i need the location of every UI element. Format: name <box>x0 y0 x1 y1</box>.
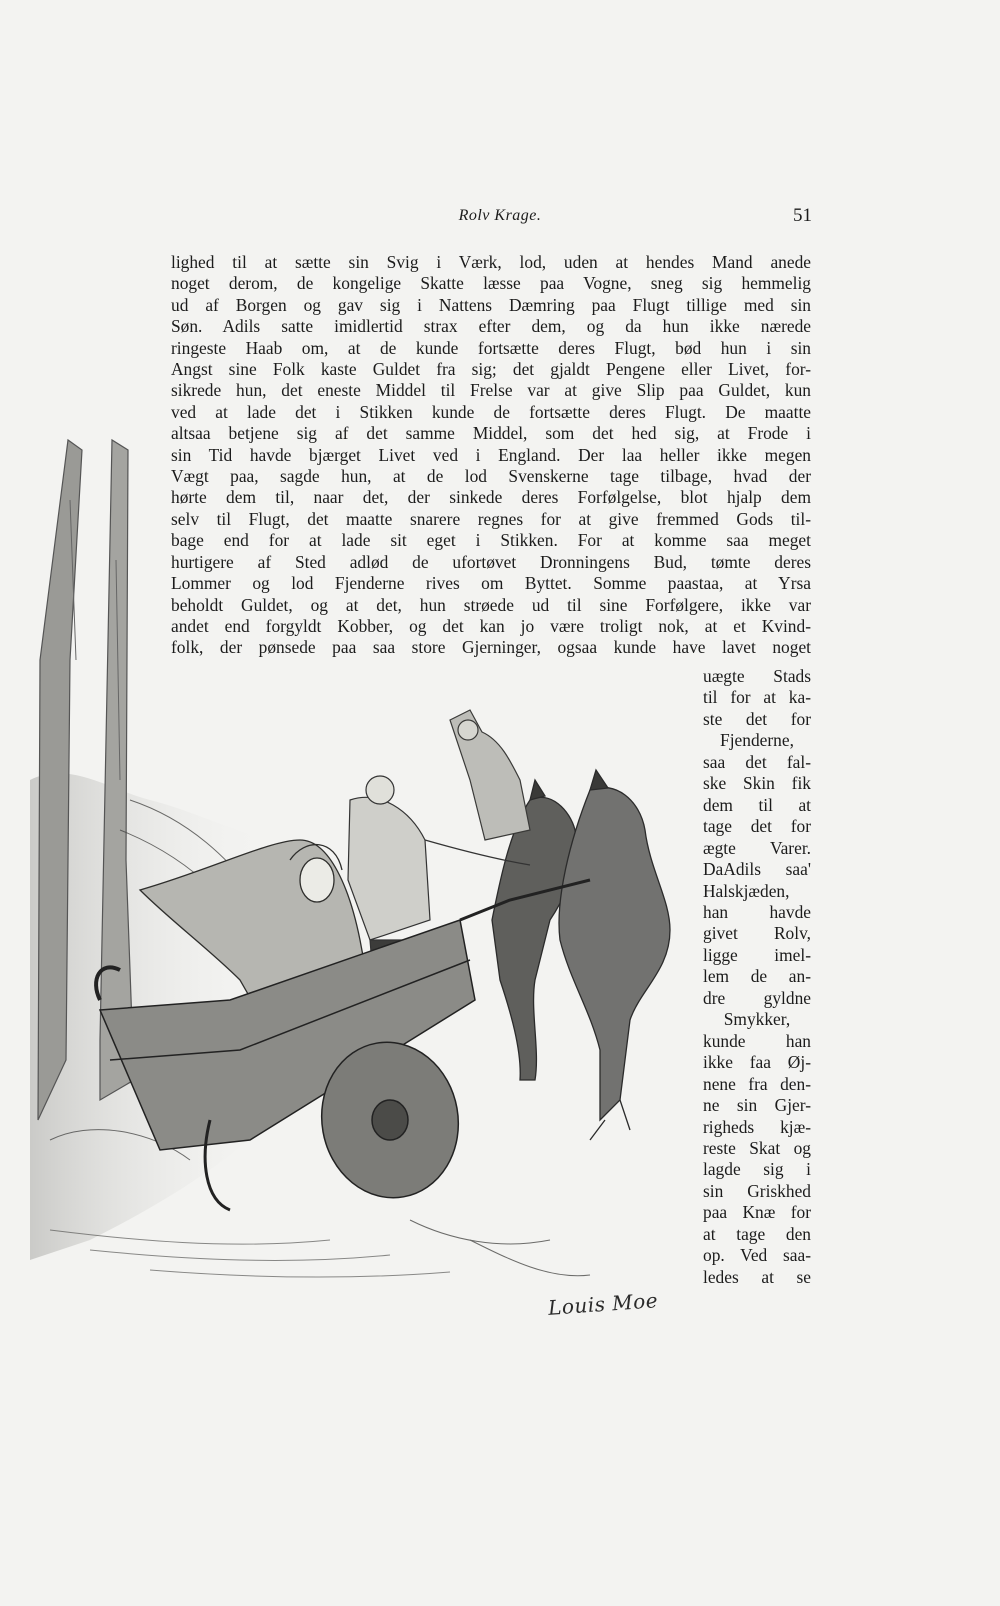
horse-right <box>559 770 670 1140</box>
figure-back <box>450 710 530 840</box>
text-line: Vægt paa, sagde hun, at de lod Svenskerne tage tilbage, hvad der <box>171 466 811 487</box>
text-line: tage det for <box>703 816 811 837</box>
illustrator-signature: Louis Moe <box>547 1288 659 1320</box>
text-line: lighed til at sætte sin Svig i Værk, lod, uden at hendes Mand anede <box>171 252 811 272</box>
text-line: bage end for at lade sit eget i Stikken. For at komme saa meget <box>171 530 811 551</box>
text-line: beholdt Guldet, og at det, hun strøede ud til sine Forfølgere, ikke var <box>171 594 811 615</box>
text-line: ledes at se <box>703 1266 811 1287</box>
illustration-horse-cart <box>30 360 710 1320</box>
text-line: selv til Flugt, det maatte snarere regnes for at give fremmed Gods til- <box>171 508 811 529</box>
text-line: sin Griskhed <box>703 1180 811 1201</box>
text-line: righeds kjæ- <box>703 1116 811 1137</box>
text-line: at tage den <box>703 1223 811 1244</box>
text-line: paa Knæ for <box>703 1202 811 1223</box>
text-line: saa det fal- <box>703 751 811 772</box>
text-line: nene fra den- <box>703 1073 811 1094</box>
text-line: ligge imel- <box>703 944 811 965</box>
text-line: Halskjæden, <box>703 880 790 901</box>
text-line: dre gyldne <box>703 987 811 1008</box>
text-line: reste Skat og <box>703 1137 811 1158</box>
running-title: Rolv Krage. <box>458 207 542 224</box>
text-line: ud af Borgen og gav sig i Nattens Dæmring paa Flugt tillige med sin <box>171 294 811 315</box>
text-line: Angst sine Folk kaste Guldet fra sig; det gjaldt Pengene eller Livet, for- <box>171 359 811 380</box>
text-line: andet end forgyldt Kobber, og det kan jo være troligt nok, at et Kvind- <box>171 615 811 636</box>
text-line: uægte Stads <box>703 666 811 686</box>
text-line: han havde <box>703 901 811 922</box>
text-line: sin Tid havde bjærget Livet ved i England. Der laa heller ikke megen <box>171 444 811 465</box>
text-line: altsaa betjene sig af det samme Middel, som det hed sig, at Frode i <box>171 423 811 444</box>
text-line: ægte Varer. <box>703 837 811 858</box>
text-line: givet Rolv, <box>703 923 811 944</box>
text-line: kunde han <box>703 1030 811 1051</box>
text-line: ne sin Gjer- <box>703 1095 811 1116</box>
text-line: DaAdils saa' <box>703 859 811 880</box>
text-line: ikke faa Øj- <box>703 1052 811 1073</box>
text-line: ske Skin fik <box>703 773 811 794</box>
text-line: Søn. Adils satte imidlertid strax efter dem, og da hun ikke nærede <box>171 316 811 337</box>
text-line: Fjenderne, <box>720 730 794 751</box>
text-line: ringeste Haab om, at de kunde fortsætte deres Flugt, bød hun i sin <box>171 337 811 358</box>
text-line: lagde sig i <box>703 1159 811 1180</box>
text-line: dem til at <box>703 794 811 815</box>
text-line: op. Ved saa- <box>703 1245 811 1266</box>
text-line: til for at ka- <box>703 687 811 708</box>
text-line: hurtigere af Sted adlød de ufortøvet Dronningens Bud, tømte deres <box>171 551 811 572</box>
side-column-text <box>703 666 811 1288</box>
text-line: Lommer og lod Fjenderne rives om Byttet. Somme paastaa, at Yrsa <box>171 573 811 594</box>
text-line: noget derom, de kongelige Skatte læsse paa Vogne, sneg sig hemmelig <box>171 273 811 294</box>
text-line: ste det for <box>703 708 811 729</box>
page-number: 51 <box>793 205 812 226</box>
text-line: folk, der pønsede paa saa store Gjerninger, ogsaa kunde have lavet noget <box>171 637 811 658</box>
text-line: ved at lade det i Stikken kunde de fortsætte deres Flugt. De maatte <box>171 401 811 422</box>
text-line: sikrede hun, det eneste Middel til Frelse var at give Slip paa Guldet, kun <box>171 380 811 401</box>
text-line: lem de an- <box>703 966 811 987</box>
text-line: Smykker, <box>723 1009 791 1030</box>
text-line: hørte dem til, naar det, der sinkede deres Forfølgelse, blot hjalp dem <box>171 487 811 508</box>
tree-trunk-right <box>100 440 134 1100</box>
